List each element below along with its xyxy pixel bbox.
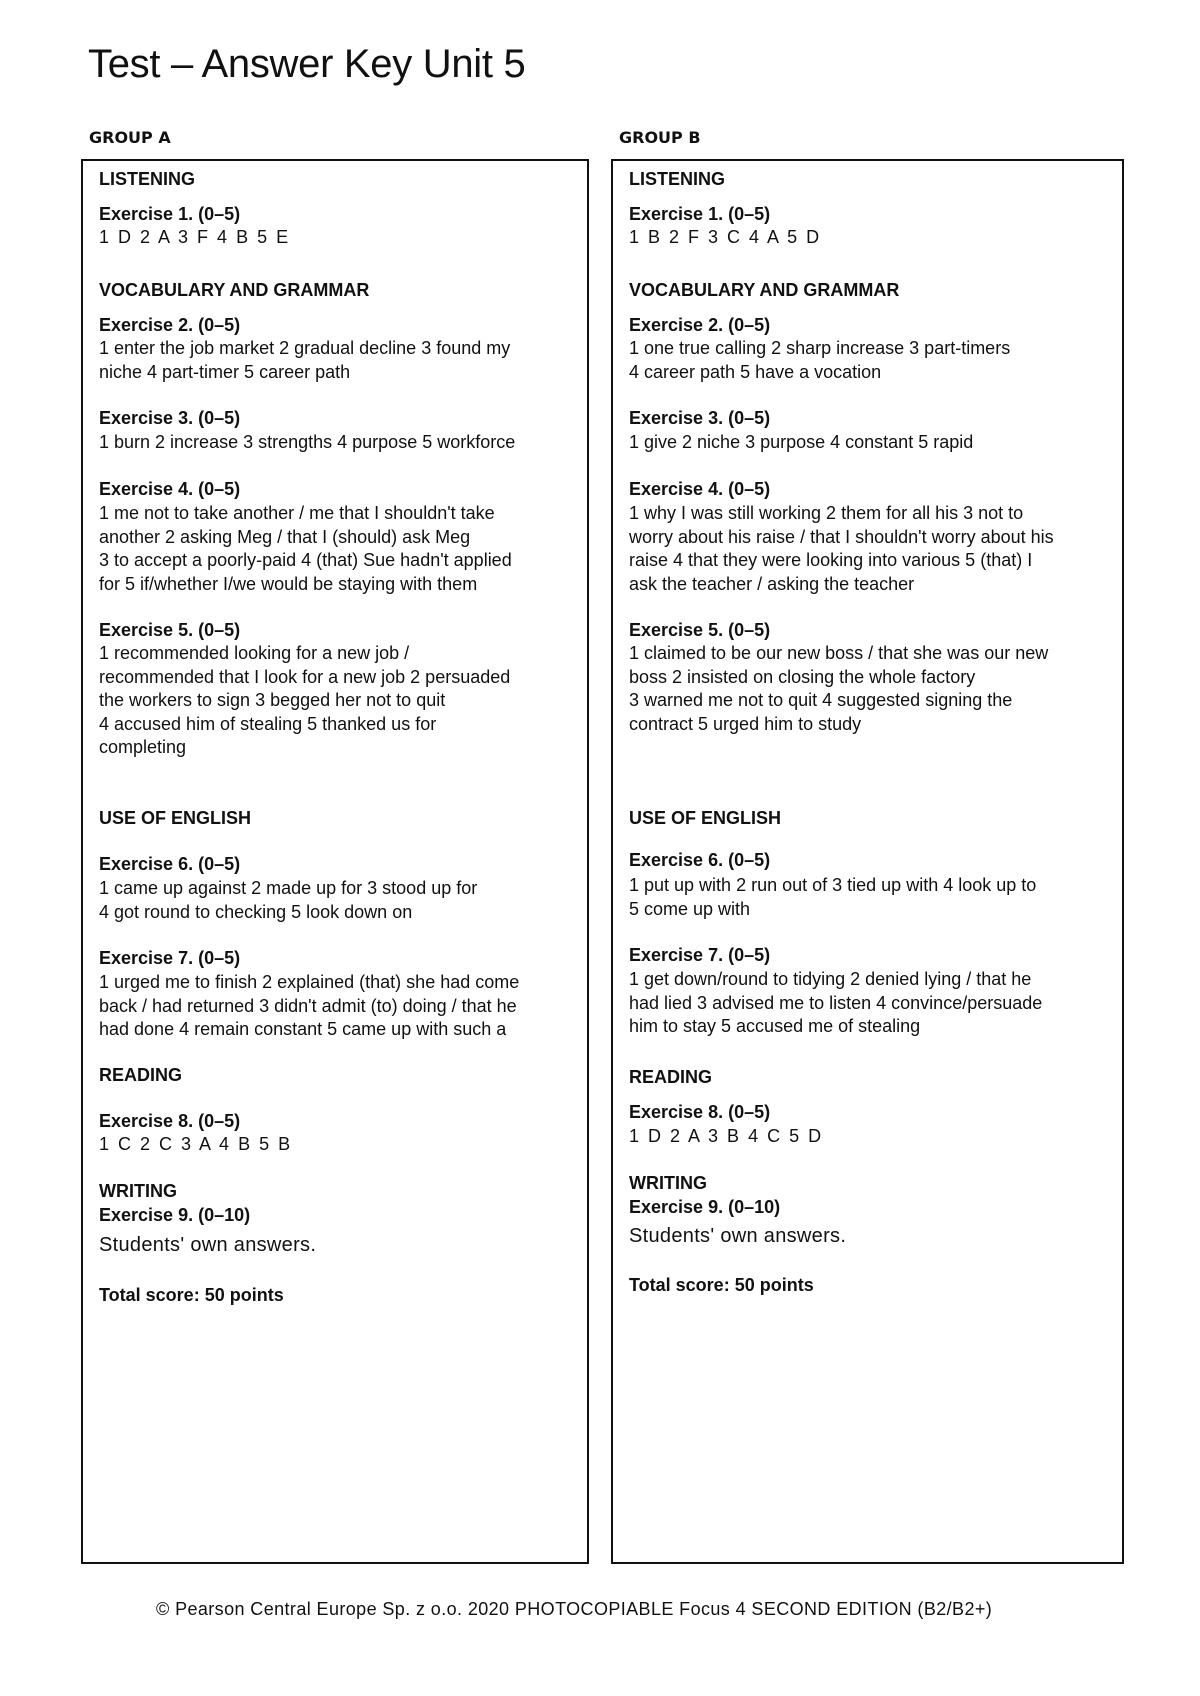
exercise-6-heading: Exercise 6. (0–5) <box>99 854 241 874</box>
exercise-5-heading: Exercise 5. (0–5) <box>629 620 771 640</box>
exercise-4-answers: 1 me not to take another / me that I shouldn't take another 2 asking Meg / that I (should) ask Meg 3 to accept a poorly-paid 4 (that) Sue hadn't applied for 5 if/whether I/we would be staying with them <box>99 503 512 594</box>
exercise-8-heading: Exercise 8. (0–5) <box>99 1111 241 1131</box>
exercise-6-answers: 1 put up with 2 run out of 3 tied up with 4 look up to 5 come up with <box>629 875 1037 919</box>
exercise-2-heading: Exercise 2. (0–5) <box>629 315 771 335</box>
exercise-9-heading: Exercise 9. (0–10) <box>629 1197 781 1217</box>
section-writing-heading: WRITING <box>629 1173 707 1193</box>
group-a-label: GROUP A <box>89 128 171 147</box>
section-writing-heading: WRITING <box>99 1181 177 1201</box>
group-a-box <box>81 159 589 1564</box>
exercise-1-answers: 1 D 2 A 3 F 4 B 5 E <box>99 227 291 247</box>
section-vocabulary-heading: VOCABULARY AND GRAMMAR <box>99 280 370 300</box>
group-b-box <box>611 159 1124 1564</box>
exercise-6-answers: 1 came up against 2 made up for 3 stood up for 4 got round to checking 5 look down on <box>99 878 478 922</box>
exercise-4-answers: 1 why I was still working 2 them for all his 3 not to worry about his raise / that I shouldn't worry about his raise 4 that they were looking into various 5 (that) I ask the teacher / asking the teacher <box>629 503 1054 594</box>
exercise-9-answer: Students' own answers. <box>99 1234 317 1256</box>
exercise-7-answers: 1 get down/round to tidying 2 denied lying / that he had lied 3 advised me to listen 4 convince/persuade him to stay 5 accused me of stealing <box>629 969 1043 1036</box>
exercise-8-answers: 1 D 2 A 3 B 4 C 5 D <box>629 1126 824 1146</box>
total-score: Total score: 50 points <box>629 1275 814 1295</box>
exercise-9-answer: Students' own answers. <box>629 1225 847 1247</box>
exercise-2-answers: 1 one true calling 2 sharp increase 3 part-timers 4 career path 5 have a vocation <box>629 338 1011 382</box>
exercise-2-heading: Exercise 2. (0–5) <box>99 315 241 335</box>
exercise-2-answers: 1 enter the job market 2 gradual decline 3 found my niche 4 part-timer 5 career path <box>99 338 511 382</box>
exercise-7-heading: Exercise 7. (0–5) <box>629 945 771 965</box>
exercise-5-heading: Exercise 5. (0–5) <box>99 620 241 640</box>
section-vocabulary-heading: VOCABULARY AND GRAMMAR <box>629 280 900 300</box>
exercise-9-heading: Exercise 9. (0–10) <box>99 1205 251 1225</box>
section-listening-heading: LISTENING <box>99 169 196 189</box>
exercise-1-heading: Exercise 1. (0–5) <box>629 204 771 224</box>
exercise-6-heading: Exercise 6. (0–5) <box>629 850 771 870</box>
section-use-of-english-heading: USE OF ENGLISH <box>99 808 252 828</box>
exercise-3-heading: Exercise 3. (0–5) <box>99 408 241 428</box>
exercise-5-answers: 1 claimed to be our new boss / that she was our new boss 2 insisted on closing the whole factory 3 warned me not to quit 4 suggested signing the contract 5 urged him to study <box>629 643 1049 734</box>
copyright-footer: © Pearson Central Europe Sp. z o.o. 2020 PHOTOCOPIABLE Focus 4 SECOND EDITION (B2/B2+) <box>156 1599 993 1619</box>
exercise-8-heading: Exercise 8. (0–5) <box>629 1102 771 1122</box>
exercise-4-heading: Exercise 4. (0–5) <box>99 479 241 499</box>
exercise-8-answers: 1 C 2 C 3 A 4 B 5 B <box>99 1134 293 1154</box>
exercise-3-answers: 1 give 2 niche 3 purpose 4 constant 5 rapid <box>629 432 974 452</box>
exercise-5-answers: 1 recommended looking for a new job / recommended that I look for a new job 2 persuaded the workers to sign 3 begged her not to quit 4 accused him of stealing 5 thanked us for completing <box>99 643 511 757</box>
exercise-4-heading: Exercise 4. (0–5) <box>629 479 771 499</box>
exercise-3-answers: 1 burn 2 increase 3 strengths 4 purpose 5 workforce <box>99 432 516 452</box>
section-reading-heading: READING <box>629 1067 713 1087</box>
page-title: Test – Answer Key Unit 5 <box>88 42 526 86</box>
group-b-label: GROUP B <box>619 128 701 147</box>
exercise-3-heading: Exercise 3. (0–5) <box>629 408 771 428</box>
section-use-of-english-heading: USE OF ENGLISH <box>629 808 782 828</box>
exercise-7-heading: Exercise 7. (0–5) <box>99 948 241 968</box>
section-reading-heading: READING <box>99 1065 183 1085</box>
total-score: Total score: 50 points <box>99 1285 284 1305</box>
exercise-1-answers: 1 B 2 F 3 C 4 A 5 D <box>629 227 822 247</box>
exercise-1-heading: Exercise 1. (0–5) <box>99 204 241 224</box>
section-listening-heading: LISTENING <box>629 169 726 189</box>
exercise-7-answers: 1 urged me to finish 2 explained (that) she had come back / had returned 3 didn't admit (to) doing / that he had done 4 remain constant 5 came up with such a <box>99 972 520 1039</box>
